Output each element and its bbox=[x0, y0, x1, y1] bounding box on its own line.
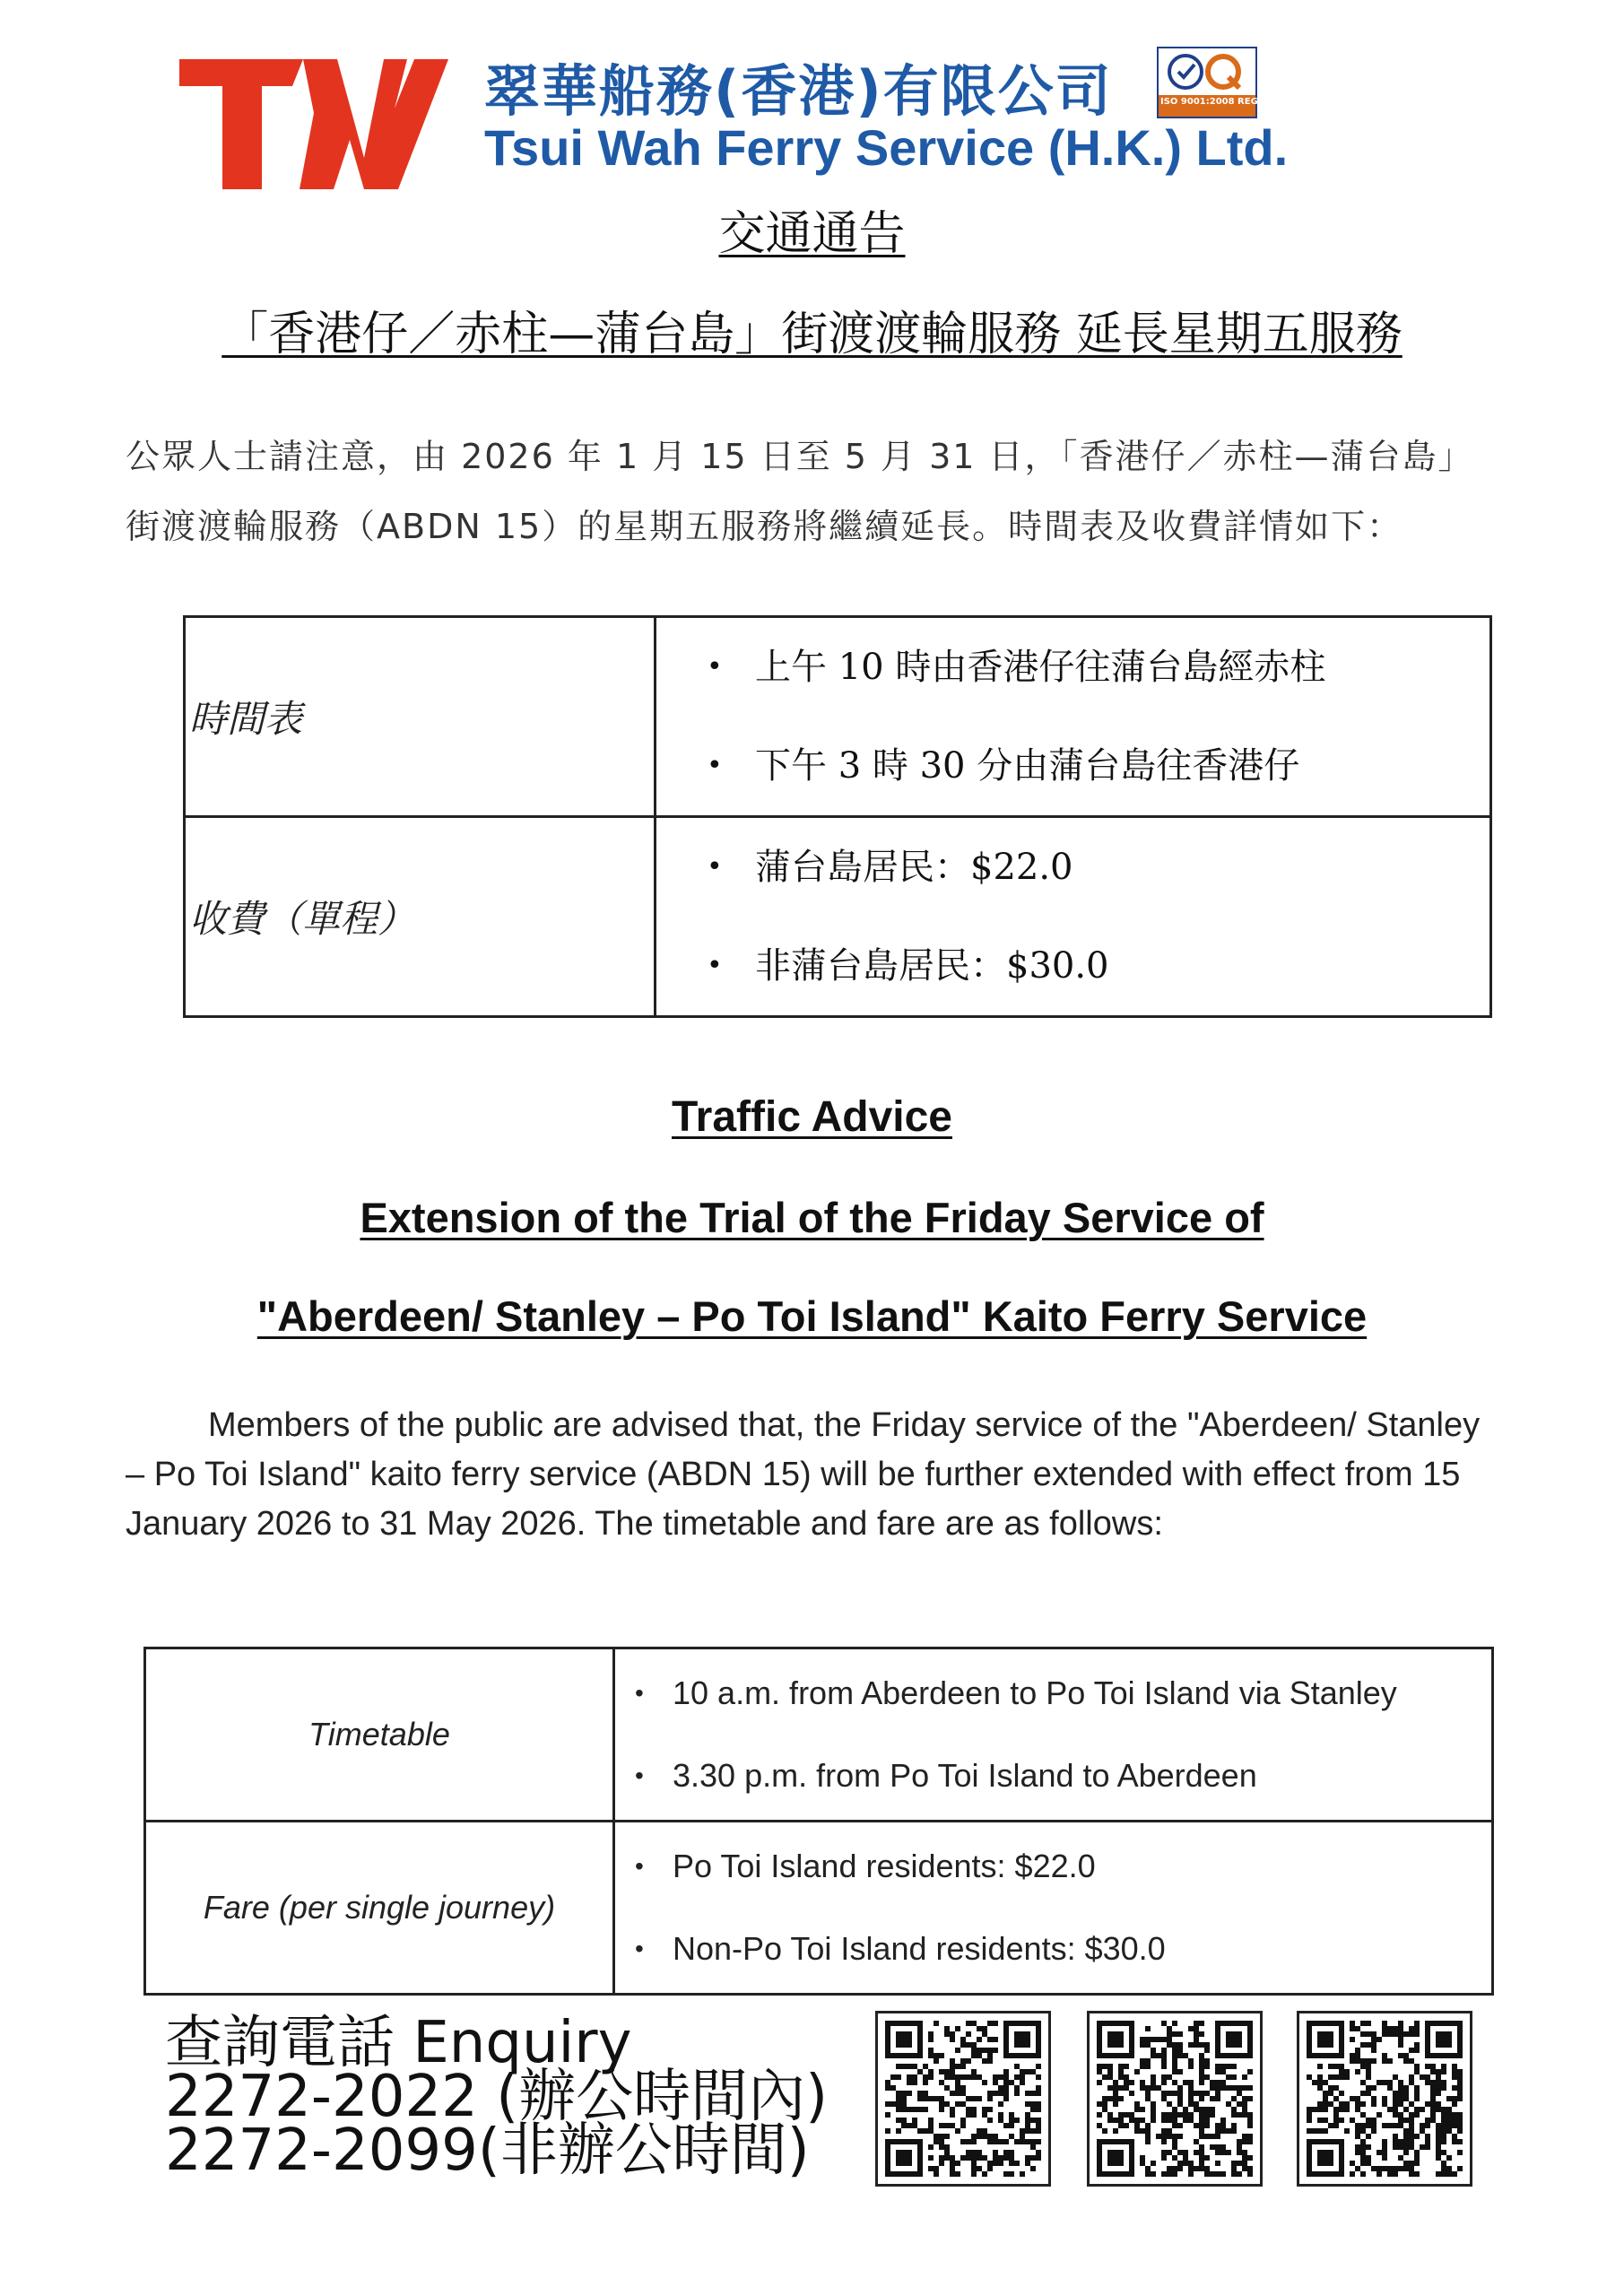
table-row bbox=[145, 1648, 1493, 1822]
list-item: • Po Toi Island residents: $22.0 bbox=[615, 1825, 1491, 1908]
chinese-notice-title: 交通通告 bbox=[718, 207, 906, 261]
iso-certification-badge bbox=[1157, 47, 1329, 118]
iso-laurel-icon bbox=[1159, 48, 1255, 95]
fare-label-en: Fare (per single journey) bbox=[145, 1822, 614, 1995]
english-paragraph bbox=[126, 1401, 1498, 1549]
list-item: • 蒲台島居民：$22.0 bbox=[656, 818, 1489, 917]
list-item: • 非蒲台島居民：$30.0 bbox=[656, 917, 1489, 1015]
whatsapp-qr-icon bbox=[885, 2021, 1041, 2177]
phone-after-hours: 2272-2099(非辦公時間) bbox=[165, 2118, 810, 2184]
list-item: • 上午 10 時由香港仔往蒲台島經赤柱 bbox=[656, 618, 1489, 717]
list-item: • 下午 3 時 30 分由蒲台島往香港仔 bbox=[656, 717, 1489, 815]
chinese-paragraph-line-1: 公眾人士請注意，由 2026 年 1 月 15 日至 5 月 31 日，「香港仔／赤柱—蒲台島」 bbox=[126, 437, 1474, 476]
english-schedule-table bbox=[143, 1647, 1494, 1996]
facebook-qr-code[interactable] bbox=[1297, 2011, 1472, 2187]
enquiry-block bbox=[165, 2010, 829, 2184]
list-item: • 3.30 p.m. from Po Toi Island to Aberdeen bbox=[615, 1735, 1491, 1817]
whatsapp-qr-code[interactable] bbox=[875, 2011, 1051, 2187]
table-row bbox=[185, 817, 1491, 1017]
chinese-schedule-table bbox=[183, 615, 1492, 1018]
phone-office-hours: 2272-2022 (辦公時間內) bbox=[165, 2064, 829, 2130]
english-notice-subtitle-1: Extension of the Trial of the Friday Service of bbox=[360, 1194, 1264, 1241]
wechat-qr-code[interactable] bbox=[1087, 2011, 1263, 2187]
company-name-chinese: 翠華船務(香港)有限公司 bbox=[484, 58, 1113, 124]
fare-values-cn bbox=[656, 817, 1491, 1017]
company-name-english: Tsui Wah Ferry Service (H.K.) Ltd. bbox=[484, 119, 1289, 176]
fare-values-en bbox=[614, 1822, 1493, 1995]
chinese-notice-subtitle: 「香港仔／赤柱—蒲台島」街渡渡輪服務 延長星期五服務 bbox=[221, 308, 1403, 361]
enquiry-label: 查詢電話 Enquiry bbox=[165, 2010, 632, 2076]
wechat-qr-icon bbox=[1097, 2021, 1253, 2177]
timetable-values-en bbox=[614, 1648, 1493, 1822]
english-notice-title: Traffic Advice bbox=[671, 1093, 952, 1141]
english-notice-subtitle-2: "Aberdeen/ Stanley – Po Toi Island" Kaito Ferry Service bbox=[256, 1292, 1368, 1340]
english-paragraph-text: Members of the public are advised that, the Friday service of the "Aberdeen/ Stanley – Po Toi Island" kaito ferry service (ABDN 15) will be further extended with effect from 15 January 2026 to 31 May 2026. The timetable and fare are as follows: bbox=[126, 1406, 1481, 1543]
company-logo bbox=[179, 59, 466, 189]
facebook-qr-icon bbox=[1307, 2021, 1463, 2177]
timetable-label-en: Timetable bbox=[145, 1648, 614, 1822]
timetable-values-cn bbox=[656, 617, 1491, 817]
table-row bbox=[185, 617, 1491, 817]
iso-text: ISO 9001:2008 REGISTERED FIRM bbox=[1160, 97, 1329, 107]
table-row bbox=[145, 1822, 1493, 1995]
list-item: • Non-Po Toi Island residents: $30.0 bbox=[615, 1908, 1491, 1990]
chinese-paragraph-line-2: 街渡渡輪服務（ABDN 15）的星期五服務將繼續延長。時間表及收費詳情如下： bbox=[126, 507, 1403, 546]
fare-label-cn: 收費（單程） bbox=[185, 817, 656, 1017]
list-item: • 10 a.m. from Aberdeen to Po Toi Island via Stanley bbox=[615, 1652, 1491, 1735]
timetable-label-cn: 時間表 bbox=[185, 617, 656, 817]
